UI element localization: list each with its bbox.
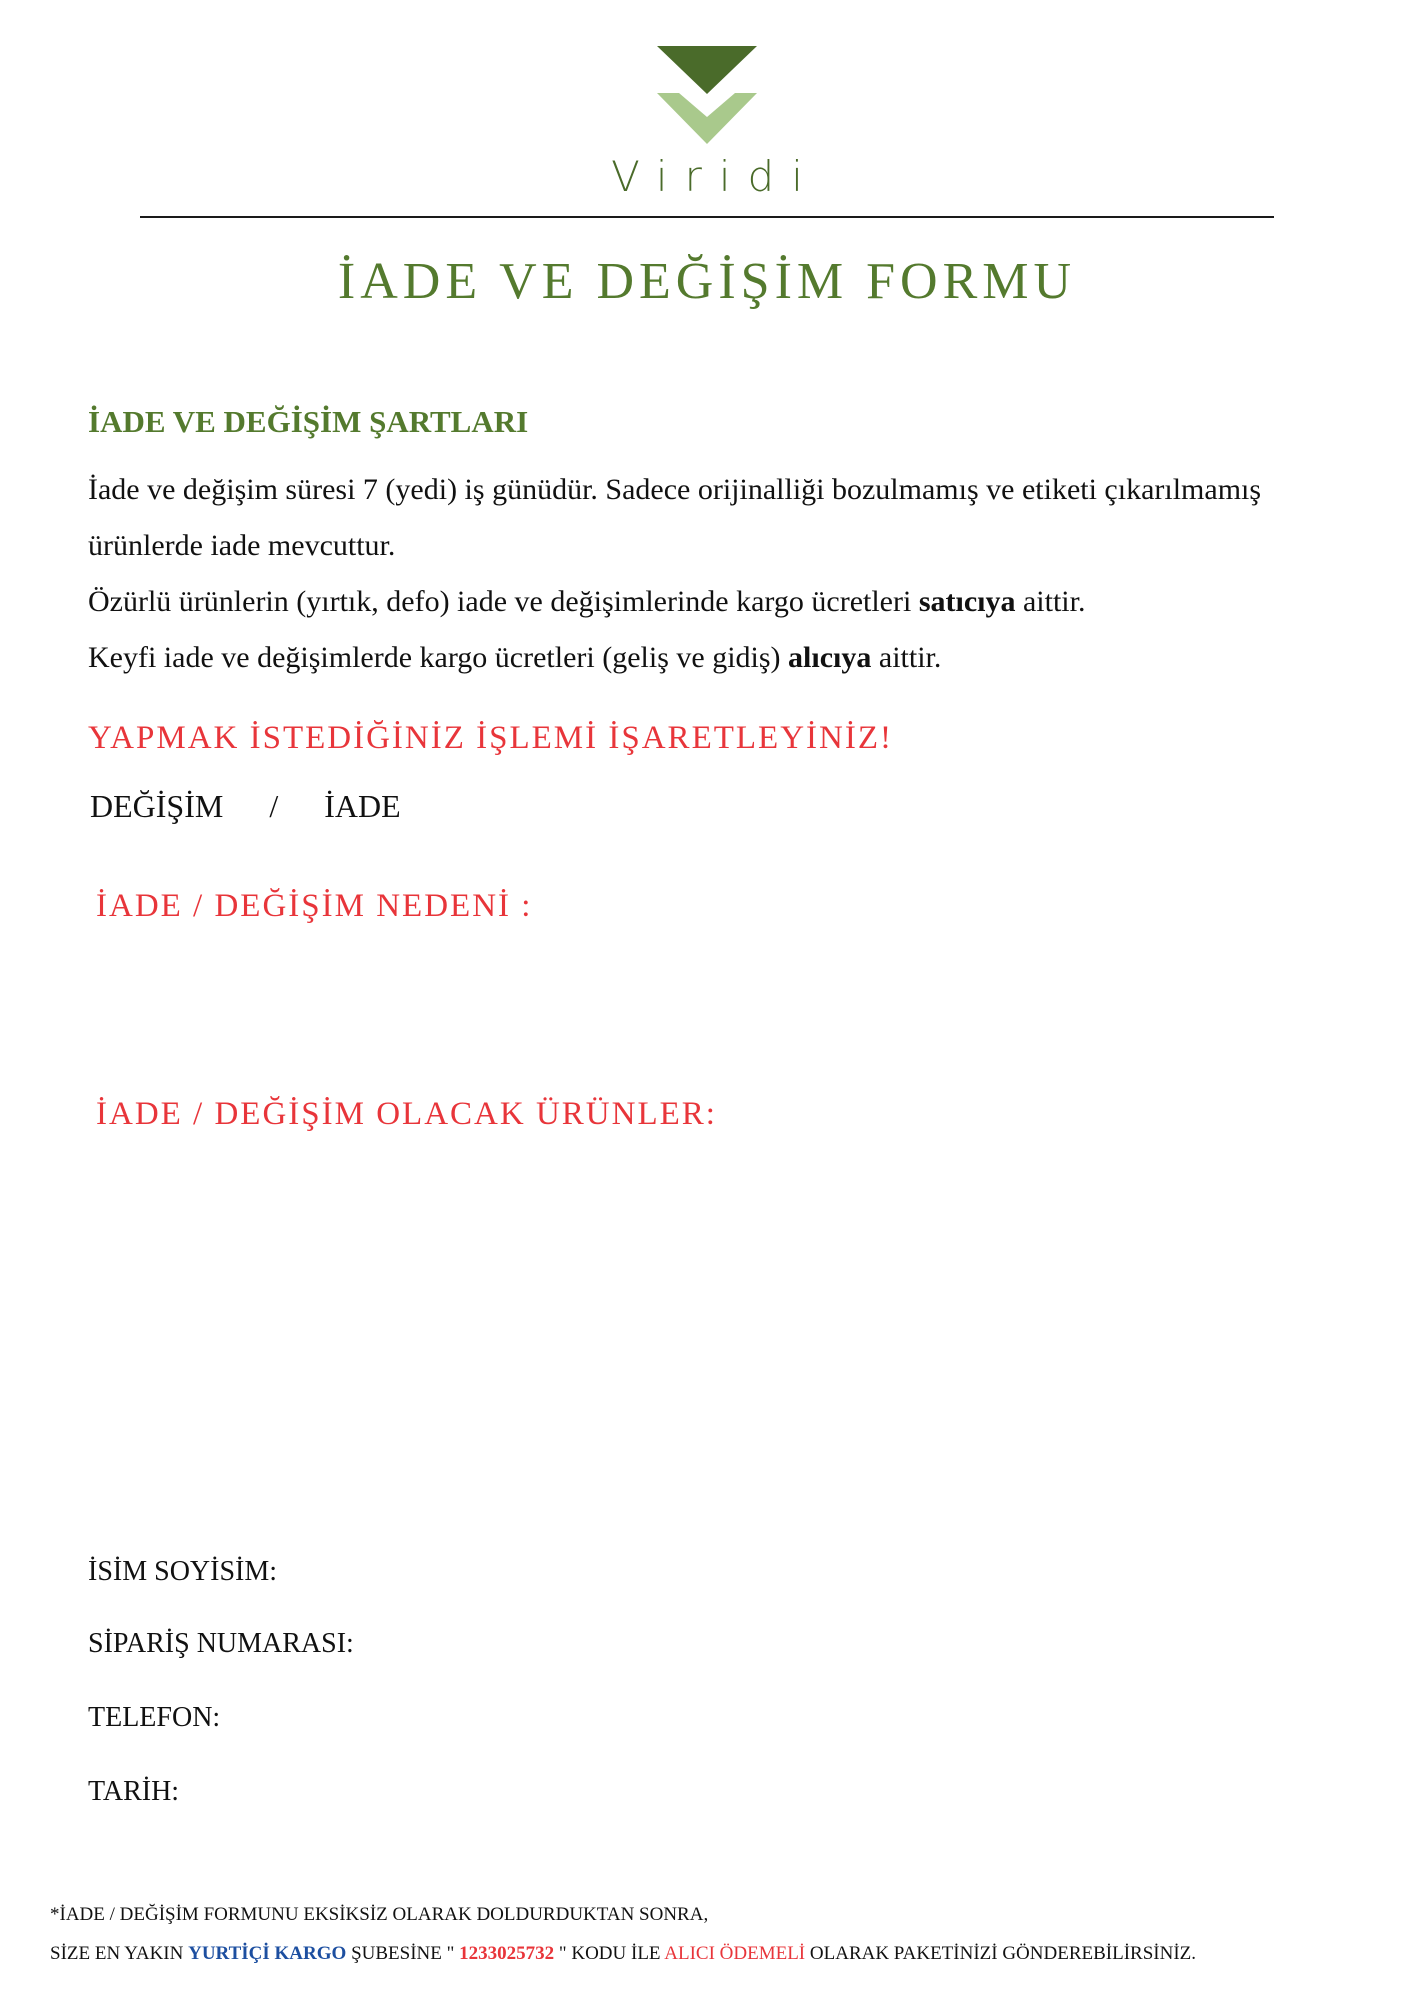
carrier-name: YURTİÇİ KARGO xyxy=(188,1943,347,1964)
products-heading: İADE / DEĞİŞİM OLACAK ÜRÜNLER: xyxy=(96,1096,717,1132)
brand-name: Viridi xyxy=(611,152,820,201)
terms-line-voluntary xyxy=(88,630,1338,686)
reason-heading: İADE / DEĞİŞİM NEDENİ : xyxy=(96,888,533,924)
option-exchange[interactable]: DEĞİŞİM xyxy=(90,788,224,824)
footer-note-line1: *İADE / DEĞİŞİM FORMUNU EKSİKSİZ OLARAK DOLDURDUKTAN SONRA, xyxy=(50,1904,709,1925)
footer-text: OLARAK PAKETİNİZİ GÖNDEREBİLİRSİNİZ. xyxy=(805,1943,1197,1964)
double-chevron-logo-icon xyxy=(657,44,757,144)
selection-heading: YAPMAK İSTEDİĞİNİZ İŞLEMİ İŞARETLEYİNİZ! xyxy=(88,720,893,756)
terms-emphasis-buyer: alıcıya xyxy=(788,641,872,674)
terms-body xyxy=(88,462,1338,686)
date-field-label: TARİH: xyxy=(88,1776,180,1807)
footer-text: SİZE EN YAKIN xyxy=(50,1943,189,1964)
logo xyxy=(0,44,1414,144)
payment-method: ALICI ÖDEMELİ xyxy=(664,1943,806,1964)
terms-line-period: İade ve değişim süresi 7 (yedi) iş günüdür. Sadece orijinalliği bozulmamış ve etiketi çıkarılmamış ürünlerde iade mevcuttur. xyxy=(88,473,1262,562)
phone-field-label: TELEFON: xyxy=(88,1702,221,1733)
header-divider xyxy=(140,216,1274,218)
option-separator: / xyxy=(269,788,279,824)
option-return[interactable]: İADE xyxy=(324,788,401,824)
terms-text: Keyfi iade ve değişimlerde kargo ücretleri (geliş ve gidiş) xyxy=(88,641,789,674)
order-number-field-label: SİPARİŞ NUMARASI: xyxy=(88,1628,354,1659)
terms-emphasis-seller: satıcıya xyxy=(918,585,1016,618)
footer-text: " KODU İLE xyxy=(554,1943,665,1964)
terms-text: aittir. xyxy=(871,641,942,674)
shipping-code: 1233025732 xyxy=(459,1943,555,1964)
terms-text: aittir. xyxy=(1015,585,1086,618)
footer-note-line2 xyxy=(50,1943,1196,1965)
name-field-label: İSİM SOYİSİM: xyxy=(88,1556,278,1587)
operation-choices xyxy=(90,788,401,825)
footer-text: ŞUBESİNE " xyxy=(346,1943,460,1964)
terms-heading: İADE VE DEĞİŞİM ŞARTLARI xyxy=(88,404,529,439)
terms-line-defective xyxy=(88,574,1338,630)
terms-text: Özürlü ürünlerin (yırtık, defo) iade ve değişimlerinde kargo ücretleri xyxy=(88,585,919,618)
page-title: İADE VE DEĞİŞİM FORMU xyxy=(337,253,1077,310)
